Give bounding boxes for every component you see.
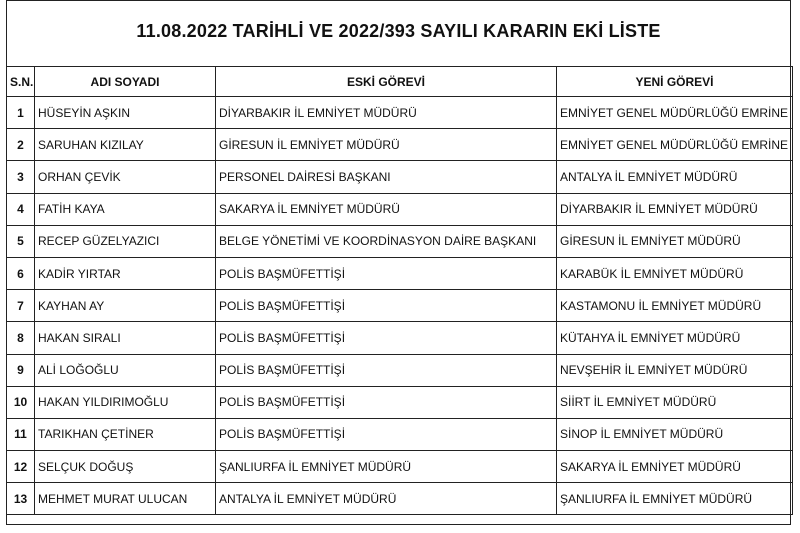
document-title: 11.08.2022 TARİHLİ VE 2022/393 SAYILI KARARIN EKİ LİSTE [136, 21, 661, 41]
row-sn: 4 [7, 193, 35, 225]
row-old-position: POLİS BAŞMÜFETTİŞİ [216, 322, 557, 354]
table-row [7, 451, 793, 483]
row-old-position: POLİS BAŞMÜFETTİŞİ [216, 257, 557, 289]
row-new-position: EMNİYET GENEL MÜDÜRLÜĞÜ EMRİNE [557, 97, 793, 129]
row-sn: 9 [7, 354, 35, 386]
row-name: KAYHAN AY [35, 290, 216, 322]
row-old-position: POLİS BAŞMÜFETTİŞİ [216, 290, 557, 322]
row-old-position: DİYARBAKIR İL EMNİYET MÜDÜRÜ [216, 97, 557, 129]
row-new-position: DİYARBAKIR İL EMNİYET MÜDÜRÜ [557, 193, 793, 225]
header-old-position: ESKİ GÖREVİ [216, 67, 557, 97]
row-name: ALİ LOĞOĞLU [35, 354, 216, 386]
row-old-position: BELGE YÖNETİMİ VE KOORDİNASYON DAİRE BAŞKANI [216, 225, 557, 257]
table-row [7, 418, 793, 450]
table-row [7, 354, 793, 386]
row-sn: 8 [7, 322, 35, 354]
table-row [7, 322, 793, 354]
row-old-position: ŞANLIURFA İL EMNİYET MÜDÜRÜ [216, 451, 557, 483]
row-old-position: POLİS BAŞMÜFETTİŞİ [216, 386, 557, 418]
row-name: TARIKHAN ÇETİNER [35, 418, 216, 450]
row-old-position: POLİS BAŞMÜFETTİŞİ [216, 418, 557, 450]
document-sheet [6, 0, 791, 525]
row-name: FATİH KAYA [35, 193, 216, 225]
row-sn: 6 [7, 257, 35, 289]
row-new-position: ANTALYA İL EMNİYET MÜDÜRÜ [557, 161, 793, 193]
row-name: MEHMET MURAT ULUCAN [35, 483, 216, 515]
row-new-position: KASTAMONU İL EMNİYET MÜDÜRÜ [557, 290, 793, 322]
row-name: ORHAN ÇEVİK [35, 161, 216, 193]
row-sn: 1 [7, 97, 35, 129]
row-new-position: KARABÜK İL EMNİYET MÜDÜRÜ [557, 257, 793, 289]
table-body [7, 97, 793, 515]
table-row [7, 483, 793, 515]
table-row [7, 257, 793, 289]
row-old-position: PERSONEL DAİRESİ BAŞKANI [216, 161, 557, 193]
row-old-position: ANTALYA İL EMNİYET MÜDÜRÜ [216, 483, 557, 515]
row-name: KADİR YIRTAR [35, 257, 216, 289]
table-row [7, 225, 793, 257]
table-row [7, 290, 793, 322]
table-header-row [7, 67, 793, 97]
row-old-position: GİRESUN İL EMNİYET MÜDÜRÜ [216, 129, 557, 161]
row-name: RECEP GÜZELYAZICI [35, 225, 216, 257]
row-new-position: KÜTAHYA İL EMNİYET MÜDÜRÜ [557, 322, 793, 354]
row-new-position: SİNOP İL EMNİYET MÜDÜRÜ [557, 418, 793, 450]
table-row [7, 129, 793, 161]
row-old-position: POLİS BAŞMÜFETTİŞİ [216, 354, 557, 386]
row-name: SELÇUK DOĞUŞ [35, 451, 216, 483]
appointment-table [6, 66, 793, 515]
row-new-position: SİİRT İL EMNİYET MÜDÜRÜ [557, 386, 793, 418]
row-sn: 5 [7, 225, 35, 257]
row-sn: 11 [7, 418, 35, 450]
row-name: SARUHAN KIZILAY [35, 129, 216, 161]
header-new-position: YENİ GÖREVİ [557, 67, 793, 97]
table-row [7, 386, 793, 418]
header-sn: S.N. [7, 67, 35, 97]
table-row [7, 193, 793, 225]
row-sn: 7 [7, 290, 35, 322]
row-new-position: NEVŞEHİR İL EMNİYET MÜDÜRÜ [557, 354, 793, 386]
row-sn: 2 [7, 129, 35, 161]
row-sn: 10 [7, 386, 35, 418]
row-sn: 3 [7, 161, 35, 193]
row-new-position: GİRESUN İL EMNİYET MÜDÜRÜ [557, 225, 793, 257]
header-name: ADI SOYADI [35, 67, 216, 97]
row-old-position: SAKARYA İL EMNİYET MÜDÜRÜ [216, 193, 557, 225]
row-sn: 13 [7, 483, 35, 515]
row-sn: 12 [7, 451, 35, 483]
table-row [7, 97, 793, 129]
table-row [7, 161, 793, 193]
row-name: HÜSEYİN AŞKIN [35, 97, 216, 129]
row-new-position: EMNİYET GENEL MÜDÜRLÜĞÜ EMRİNE [557, 129, 793, 161]
row-new-position: SAKARYA İL EMNİYET MÜDÜRÜ [557, 451, 793, 483]
row-new-position: ŞANLIURFA İL EMNİYET MÜDÜRÜ [557, 483, 793, 515]
row-name: HAKAN YILDIRIMOĞLU [35, 386, 216, 418]
row-name: HAKAN SIRALI [35, 322, 216, 354]
